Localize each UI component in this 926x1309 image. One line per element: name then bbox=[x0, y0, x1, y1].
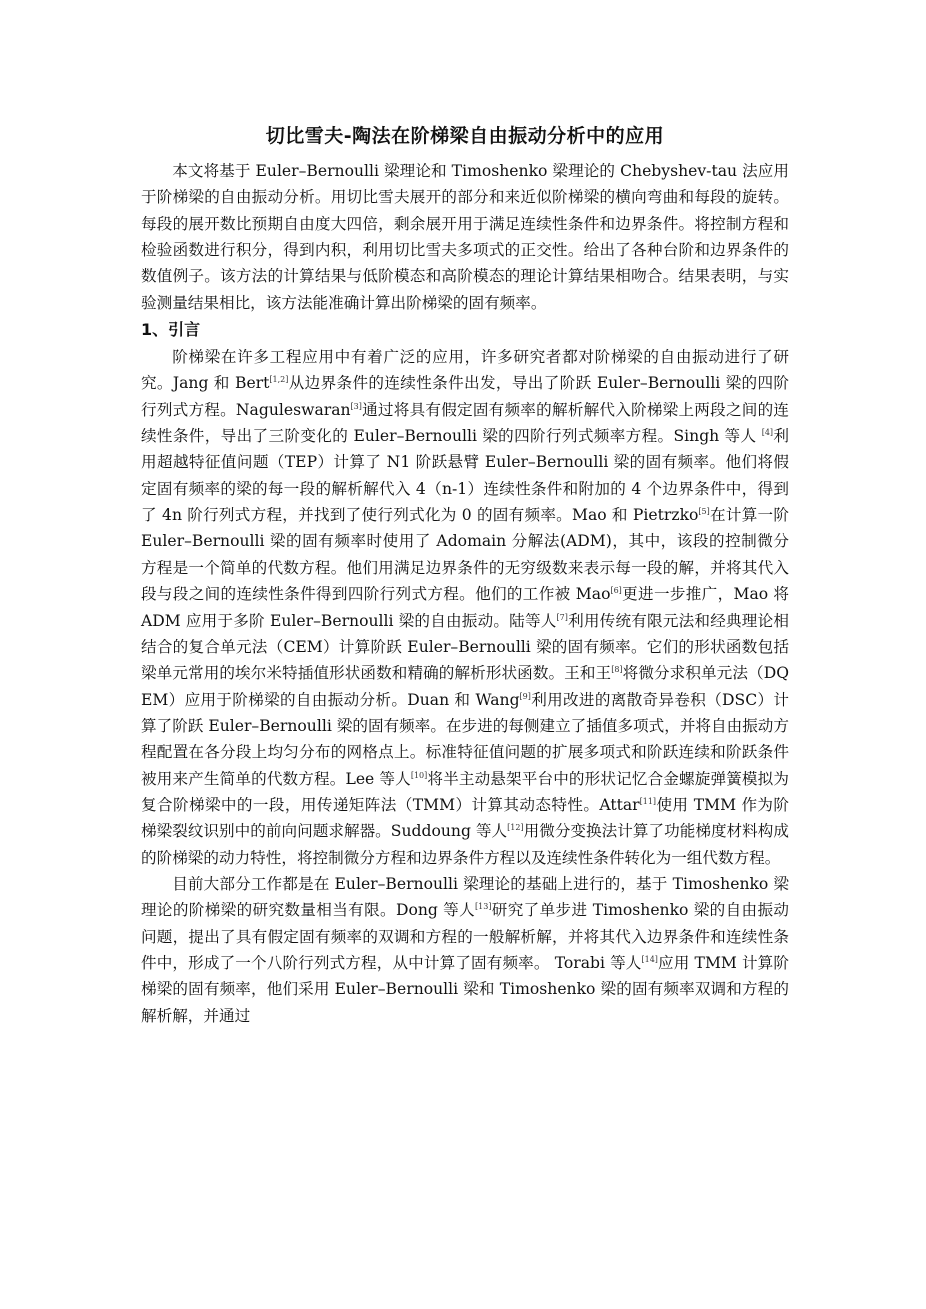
text-run: 使用 TMM 作为阶梯梁裂纹识别中的前向问题求解器。Suddoung 等人 bbox=[141, 795, 790, 841]
citation-ref: [6] bbox=[610, 585, 622, 595]
citation-ref: [13] bbox=[475, 902, 492, 912]
citation-ref: [11] bbox=[639, 796, 657, 806]
citation-ref: [14] bbox=[641, 954, 658, 964]
text-run: 利用传统有限元法和经典理论相结合的复合单元法（CEM）计算阶跃 Euler–Bernoulli 梁的固有频率。它们的形状函数包括梁单元常用的埃尔米特插值形状函数和精确的解析形状函数。王和王 bbox=[141, 611, 789, 683]
citation-ref: [8] bbox=[611, 665, 623, 674]
text-run: 利用改进的离散奇异卷积（DSC）计算了阶跃 Euler–Bernoulli 梁的固有频率。在步进的每侧建立了插值多项式，并将自由振动方程配置在各分段上均匀分布的网格点上。标准特征值问题的扩展多项式和阶跃连续和阶跃条件被用来产生简单的代数方程。Lee 等人 bbox=[141, 690, 789, 788]
text-run: 将微分求积单元法（DQEM）应用于阶梯梁的自由振动分析。Duan 和 Wang bbox=[141, 664, 789, 709]
text-run: 阶梯梁在许多工程应用中有着广泛的应用，许多研究者都对阶梯梁的自由振动进行了研究。Jang 和 Bert bbox=[141, 348, 789, 393]
citation-ref: [3] bbox=[350, 401, 362, 411]
paper-title: 切比雪夫-陶法在阶梯梁自由振动分析中的应用 bbox=[265, 125, 665, 147]
text-run: 研究了单步进 Timoshenko 梁的自由振动问题，提出了具有假定固有频率的双调和方程的一般解析解，并将其代入边界条件和连续性条件中，形成了一个八阶行列式方程，从中计算了固有频率。 Torabi 等人 bbox=[141, 901, 789, 972]
text-run: 将半主动悬架平台中的形状记忆合金螺旋弹簧模拟为复合阶梯梁中的一段，用传递矩阵法（TMM）计算其动态特性。Attar bbox=[141, 769, 789, 814]
section-heading-introduction: 1、引言 bbox=[141, 320, 201, 340]
text-run: 应用 TMM 计算阶梯梁的固有频率，他们采用 Euler–Bernoulli 梁和 Timoshenko 梁的固有频率双调和方程的解析解，并通过 bbox=[141, 953, 789, 1025]
citation-ref: [5] bbox=[698, 506, 710, 516]
text-run: 目前大部分工作都是在 Euler–Bernoulli 梁理论的基础上进行的，基于 Timoshenko 梁理论的阶梯梁的研究数量相当有限。Dong 等人 bbox=[141, 874, 790, 920]
intro-paragraph-2 bbox=[141, 871, 789, 1029]
text-run: 在计算一阶 Euler–Bernoulli 梁的固有频率时使用了 Adomain 分解法(ADM)，其中，该段的控制微分方程是一个简单的代数方程。他们用满足边界条件的无穷级数来表示每一段的解，并将其代入段与段之间的连续性条件得到四阶行列式方程。他们的工作被 Mao bbox=[141, 506, 789, 604]
citation-ref: [4] bbox=[761, 427, 774, 437]
text-run: 通过将具有假定固有频率的解析解代入阶梯梁上两段之间的连续性条件，导出了三阶变化的 Euler–Bernoulli 梁的四阶行列式频率方程。Singh 等人 bbox=[141, 400, 789, 446]
citation-ref: [9] bbox=[519, 691, 531, 701]
intro-paragraph-1 bbox=[141, 344, 789, 871]
citation-ref: [12] bbox=[507, 823, 524, 833]
text-run: 利用超越特征值问题（TEP）计算了 N1 阶跃悬臂 Euler–Bernoulli 梁的固有频率。他们将假定固有频率的梁的每一段的解析解代入 4（n-1）连续性条件和附加的 4 个边界条件中，得到了 4n 阶行列式方程，并找到了使行列式化为 0 的固有频率。Mao 和 Pietrzko bbox=[141, 427, 789, 525]
text-run: 从边界条件的连续性条件出发，导出了阶跃 Euler–Bernoulli 梁的四阶行列式方程。Naguleswaran bbox=[141, 374, 789, 419]
text-run: 用微分变换法计算了功能梯度材料构成的阶梯梁的动力特性，将控制微分方程和边界条件方程以及连续性条件转化为一组代数方程。 bbox=[141, 822, 789, 867]
paper-page bbox=[141, 120, 789, 1029]
text-run: 更进一步推广，Mao 将 ADM 应用于多阶 Euler–Bernoulli 梁的自由振动。陆等人 bbox=[141, 585, 790, 630]
citation-ref: [10] bbox=[410, 770, 428, 780]
citation-ref: [1,2] bbox=[269, 375, 289, 385]
abstract-paragraph: 本文将基于 Euler–Bernoulli 梁理论和 Timoshenko 梁理论的 Chebyshev-tau 法应用于阶梯梁的自由振动分析。用切比雪夫展开的部分和来近似阶梯梁的横向弯曲和每段的旋转。每段的展开数比预期自由度大四倍，剩余展开用于满足连续性条件和边界条件。将控制方程和检验函数进行积分，得到内积，利用切比雪夫多项式的正交性。给出了各种台阶和边界条件的数值例子。该方法的计算结果与低阶模态和高阶模态的理论计算结果相吻合。结果表明，与实验测量结果相比，该方法能准确计算出阶梯梁的固有频率。 bbox=[141, 162, 789, 312]
citation-ref: [7] bbox=[556, 612, 568, 622]
